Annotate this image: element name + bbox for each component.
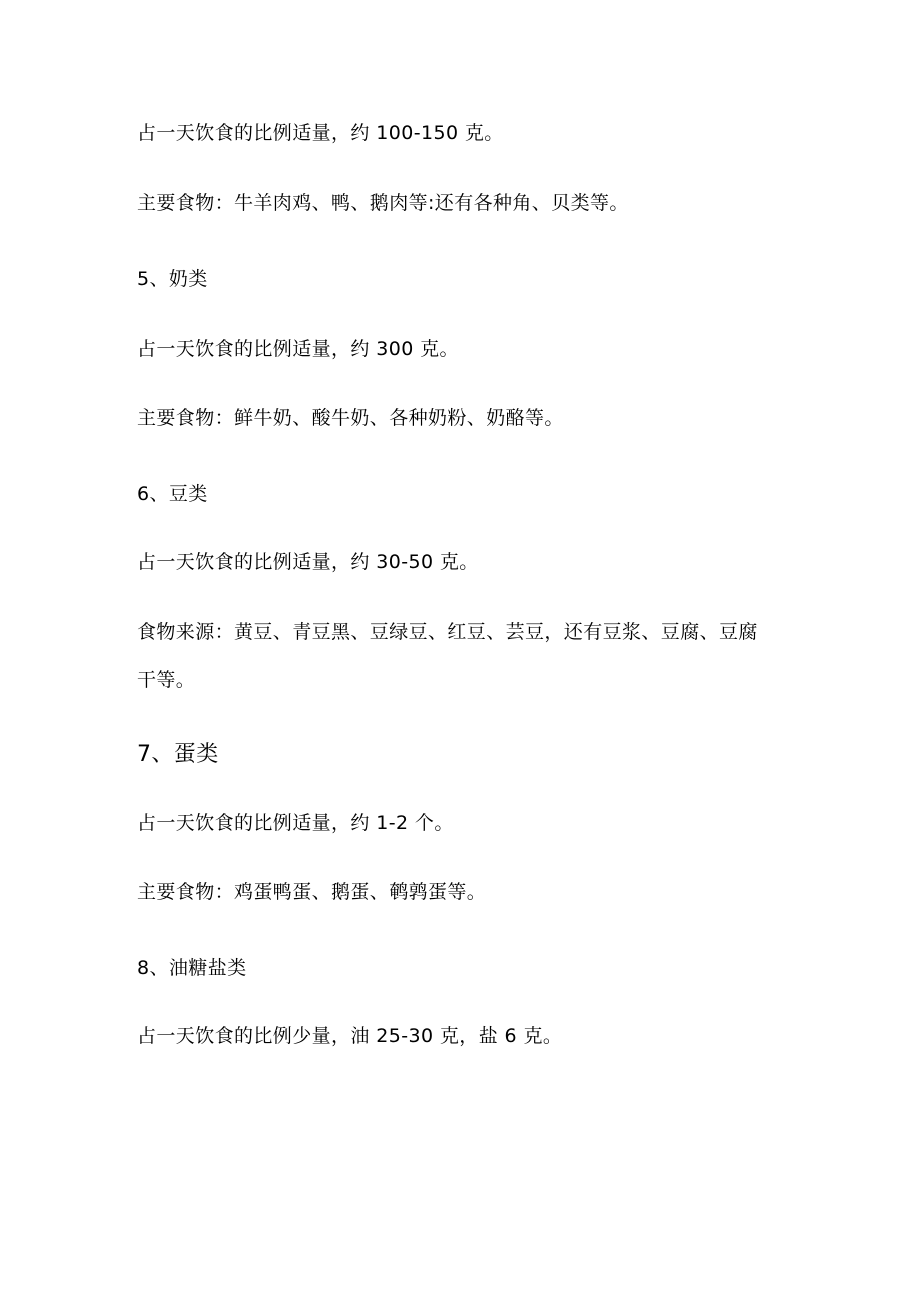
eggs-portion-text: 占一天饮食的比例适量，约 1-2 个。 xyxy=(137,812,454,834)
meat-foods-text: 主要食物：牛羊肉鸡、鸭、鹅肉等:还有各种角、贝类等。 xyxy=(137,192,629,214)
beans-heading: 6、豆类 xyxy=(137,483,208,505)
beans-sources-text-continued: 干等。 xyxy=(137,669,196,691)
dairy-foods-text: 主要食物：鲜牛奶、酸牛奶、各种奶粉、奶酪等。 xyxy=(137,407,564,429)
oil-sugar-salt-portion-text: 占一天饮食的比例少量，油 25-30 克，盐 6 克。 xyxy=(137,1025,563,1047)
eggs-foods-text: 主要食物：鸡蛋鸭蛋、鹅蛋、鹌鹑蛋等。 xyxy=(137,881,487,903)
beans-portion-text: 占一天饮食的比例适量，约 30-50 克。 xyxy=(137,551,479,573)
beans-sources-text: 食物来源：黄豆、青豆黑、豆绿豆、红豆、芸豆，还有豆浆、豆腐、豆腐 xyxy=(137,621,758,643)
dairy-heading: 5、奶类 xyxy=(137,268,208,290)
meat-portion-text: 占一天饮食的比例适量，约 100-150 克。 xyxy=(137,122,504,144)
eggs-heading: 7、蛋类 xyxy=(137,742,219,767)
oil-sugar-salt-heading: 8、油糖盐类 xyxy=(137,957,247,979)
dairy-portion-text: 占一天饮食的比例适量，约 300 克。 xyxy=(137,338,459,360)
